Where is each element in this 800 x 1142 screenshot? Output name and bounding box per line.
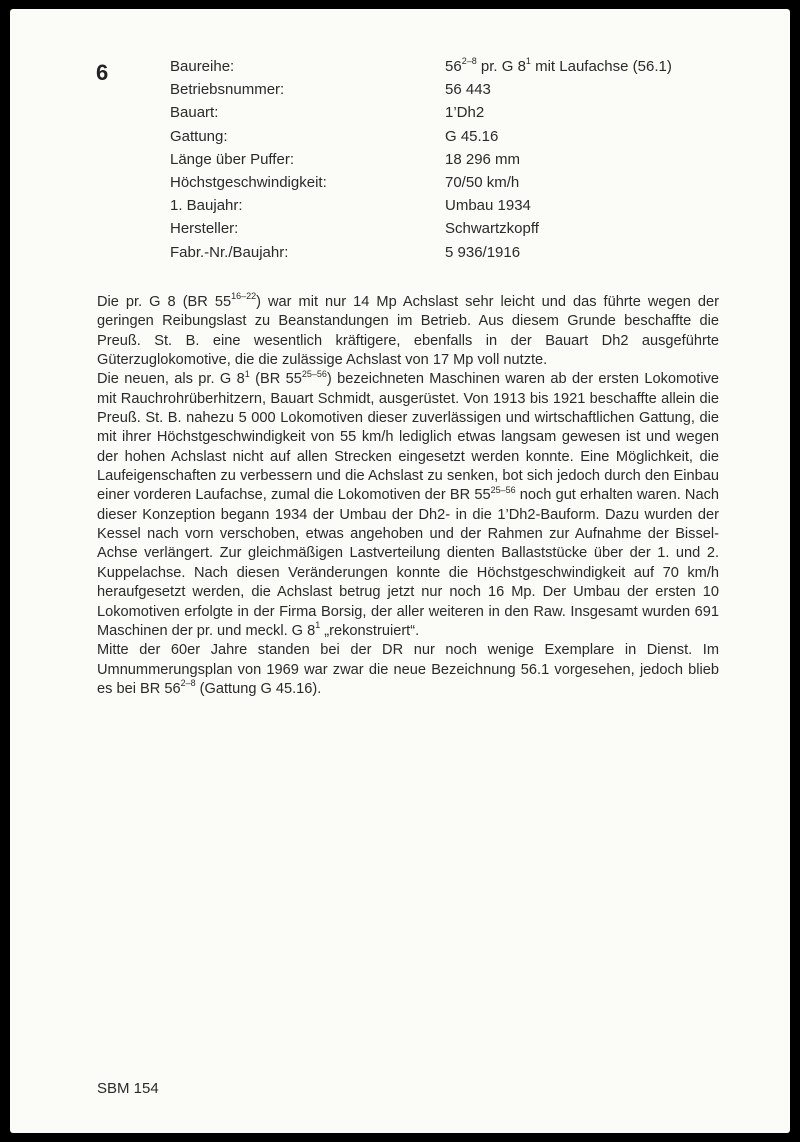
spec-value-part: 56: [445, 58, 462, 75]
text-sup: 25–56: [301, 368, 327, 379]
spec-table: [170, 55, 760, 264]
text-sup: 25–56: [490, 484, 516, 495]
text-run: Die neuen, als pr. G 8: [97, 371, 245, 388]
spec-label: Hersteller:: [170, 220, 239, 238]
text-run: (Gattung G 45.16).: [195, 680, 322, 697]
text-run: ) bezeichneten Maschinen waren ab der ersten Lokomotive mit Rauchrohrüberhitzern, Bauart Schmidt, ausgerüstet. Von 1913 bis 1921 beschaffte allein die Preuß. St. B. nahezu 5 000 Lokomotiven dieser zuverlässigen und wirtschaftlichen Gattung, die mit ihrer Höchstgeschwindigkeit von 55 km/h lediglich etwas langsam gewesen ist und wegen der hohen Achslast nicht auf allen Strecken eingesetzt werden konnte. Eine Möglichkeit, die Laufeigenschaften zu verbessern und die Achslast zu senken, bot sich jedoch durch den Einbau einer vorderen Laufachse, zumal die Lokomotiven der BR 55: [97, 371, 719, 504]
spec-label: Baureihe:: [170, 58, 235, 75]
spec-value-sup: 1: [525, 56, 531, 66]
text-run: Mitte der 60er Jahre standen bei der DR nur noch wenige Exemplare in Dienst. Im Umnummerungsplan von 1969 war zwar die neue Bezeichnung 56.1 vorgesehen, jedoch blieb es bei BR 56: [97, 642, 719, 697]
spec-value: G 45.16: [445, 127, 499, 145]
description-text: [97, 293, 719, 699]
text-sup: 1: [315, 619, 321, 630]
spec-value: 5 936/1916: [445, 243, 521, 261]
text-sup: 16–22: [231, 291, 257, 302]
text-run: ) war mit nur 14 Mp Achslast sehr leicht und das führte wegen der geringen Reibungslast zu Beanstandungen im Betrieb. Aus diesem Grunde beschaffte die Preuß. St. B. eine wesentlich kräftigere, ebenfalls in der Bauart Dh2 ausgeführte Güterzuglokomotive, die die zulässige Achslast von 17 Mp voll nutzte.: [97, 294, 719, 369]
spec-row-fabr-nr: [170, 241, 760, 264]
text-run: (BR 55: [249, 371, 302, 388]
spec-label: Fabr.-Nr./Baujahr:: [170, 243, 289, 261]
card-number: 6: [96, 60, 109, 85]
spec-label: Höchstgeschwindigkeit:: [170, 173, 327, 191]
spec-value-part: mit Laufachse (56.1): [530, 58, 672, 75]
text-run: Die pr. G 8 (BR 55: [97, 294, 232, 310]
spec-value: [445, 55, 760, 78]
spec-row-baujahr: [170, 194, 760, 217]
spec-value: 1’Dh2: [445, 104, 485, 122]
spec-value-sup: 2–8: [461, 56, 477, 66]
text-run: noch gut erhalten waren. Nach dieser Konzeption begann 1934 der Umbau der Dh2- in die 1’Dh2-Bauform. Dazu wurden der Kessel nach vorn verschoben, etwas angehoben und der Rahmen zur Aufnahme der Bissel-Achse verlängert. Zur gleichmäßigen Lastverteilung dienten Ballaststücke über der 1. und 2. Kuppelachse. Nach diesen Veränderungen konnte die Höchstgeschwindigkeit auf 70 km/h heraufgesetzt werden, die Achslast betrug jetzt nur noch 16 Mp. Der Umbau der ersten 10 Lokomotiven erfolgte in der Firma Borsig, der aller weiteren in den Raw. Insgesamt wurden 691 Maschinen der pr. und meckl. G 8: [97, 487, 719, 639]
spec-value: 18 296 mm: [445, 150, 521, 168]
catalog-code: SBM 154: [97, 1080, 159, 1097]
spec-value: 56 443: [445, 81, 491, 99]
spec-row-baureihe: [170, 55, 760, 78]
spec-row-laenge: [170, 148, 760, 171]
text-sup: 1: [244, 368, 250, 379]
spec-row-hoechstgeschwindigkeit: [170, 171, 760, 194]
paragraph-1: [97, 293, 719, 370]
spec-label: Betriebsnummer:: [170, 81, 285, 99]
spec-label: 1. Baujahr:: [170, 197, 243, 215]
spec-row-gattung: [170, 125, 760, 148]
spec-value-part: pr. G 8: [476, 58, 526, 75]
spec-label: Bauart:: [170, 104, 219, 122]
postcard-back: [10, 9, 790, 1133]
text-run: „rekonstruiert“.: [320, 622, 420, 639]
spec-label: Länge über Puffer:: [170, 150, 294, 168]
spec-row-bauart: [170, 101, 760, 124]
text-sup: 2–8: [180, 678, 196, 689]
spec-value: Schwartzkopff: [445, 220, 539, 238]
spec-value: Umbau 1934: [445, 197, 531, 215]
spec-value: 70/50 km/h: [445, 173, 520, 191]
paragraph-2: [97, 370, 719, 641]
paragraph-3: [97, 641, 719, 699]
spec-row-hersteller: [170, 217, 760, 240]
spec-label: Gattung:: [170, 127, 228, 145]
spec-row-betriebsnummer: [170, 78, 760, 101]
